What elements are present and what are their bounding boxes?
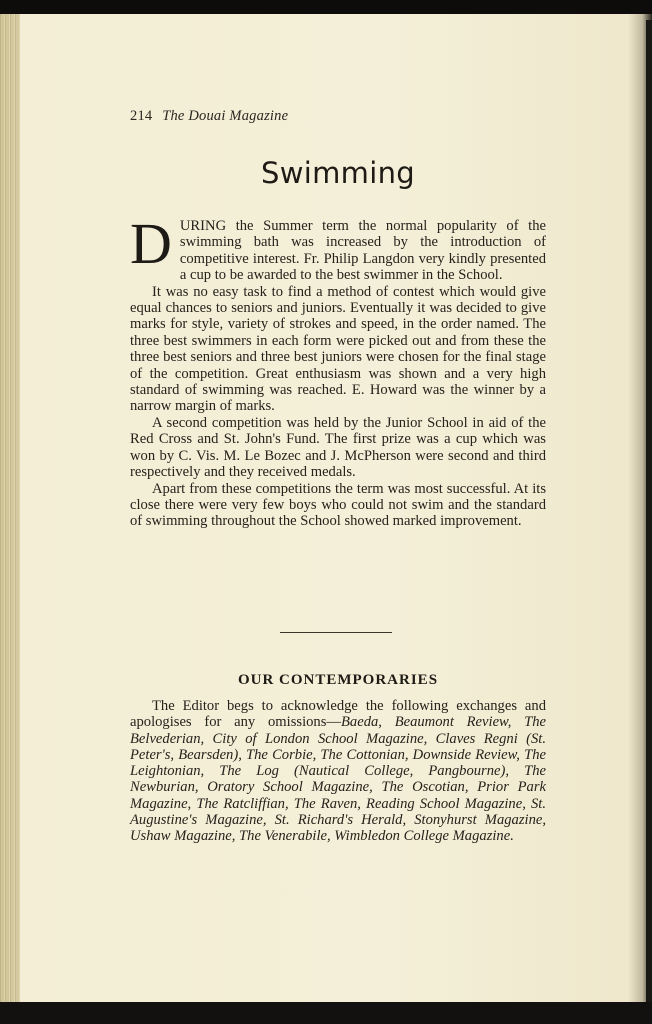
paragraph-text: URING the Summer term the normal popularity of the swimming bath was increased by the introduction of competitive interest. Fr. Philip Langdon very kindly presented a cup to be awarded to the best swimmer in the School. <box>179 218 546 284</box>
article-title: Swimming <box>261 156 415 190</box>
contemporaries-heading: OUR CONTEMPORARIES <box>237 672 439 688</box>
magazine-title: The Douai Magazine <box>162 108 289 124</box>
running-head <box>130 108 288 125</box>
contemporaries-list: Baeda, Beaumont Review, The Belvederian, City of London School Magazine, Claves Regni (St. Peter's, Bearsden), The Corbie, The Cottonian, Downside Review, The Leightonian, The Log (Nautical College, Pangbourne), The Newburian, Oratory School Magazine, The Oscotian, Prior Park Magazine, The Ratcliffian, The Raven, Reading School Magazine, St. Augustine's Magazine, St. Richard's Herald, Stonyhurst Magazine, Ushaw Magazine, The Venerabile, Wimbledon College Magazine. <box>130 714 546 845</box>
contemporaries-body <box>130 698 546 845</box>
article-paragraph: It was no easy task to find a method of contest which would give equal chances to seniors and juniors. Eventually it was decided to give marks for style, variety of strokes and speed, in the order named. The three best swimmers in each form were picked out and from these the three best seniors and three best juniors were chosen for the final stage of the competition. Great enthusiasm was shown and a very high standard of swimming was reached. E. Howard was the winner by a narrow margin of marks. <box>130 283 546 415</box>
page-edge-stack <box>0 14 20 1004</box>
section-divider <box>280 632 392 633</box>
contemporaries-paragraph <box>130 698 546 845</box>
article-body <box>130 211 546 530</box>
drop-cap: D <box>130 211 172 276</box>
article-paragraph <box>130 211 546 284</box>
article-paragraph: Apart from these competitions the term was most successful. At its close there were very few boys who could not swim and the standard of swimming throughout the School showed marked improvement. <box>130 480 546 530</box>
contemporaries-intro: The Editor begs to acknowledge the following exchanges and apologises for any omissions— <box>130 698 546 731</box>
binding-edge <box>646 20 652 1002</box>
page-number: 214 <box>130 108 153 124</box>
scan-bottom-edge <box>0 1002 652 1024</box>
article-paragraph: A second competition was held by the Junior School in aid of the Red Cross and St. John's Fund. The first prize was a cup which was won by C. Vis. M. Le Bozec and J. McPherson were second and third respectively and they received medals. <box>130 414 546 481</box>
